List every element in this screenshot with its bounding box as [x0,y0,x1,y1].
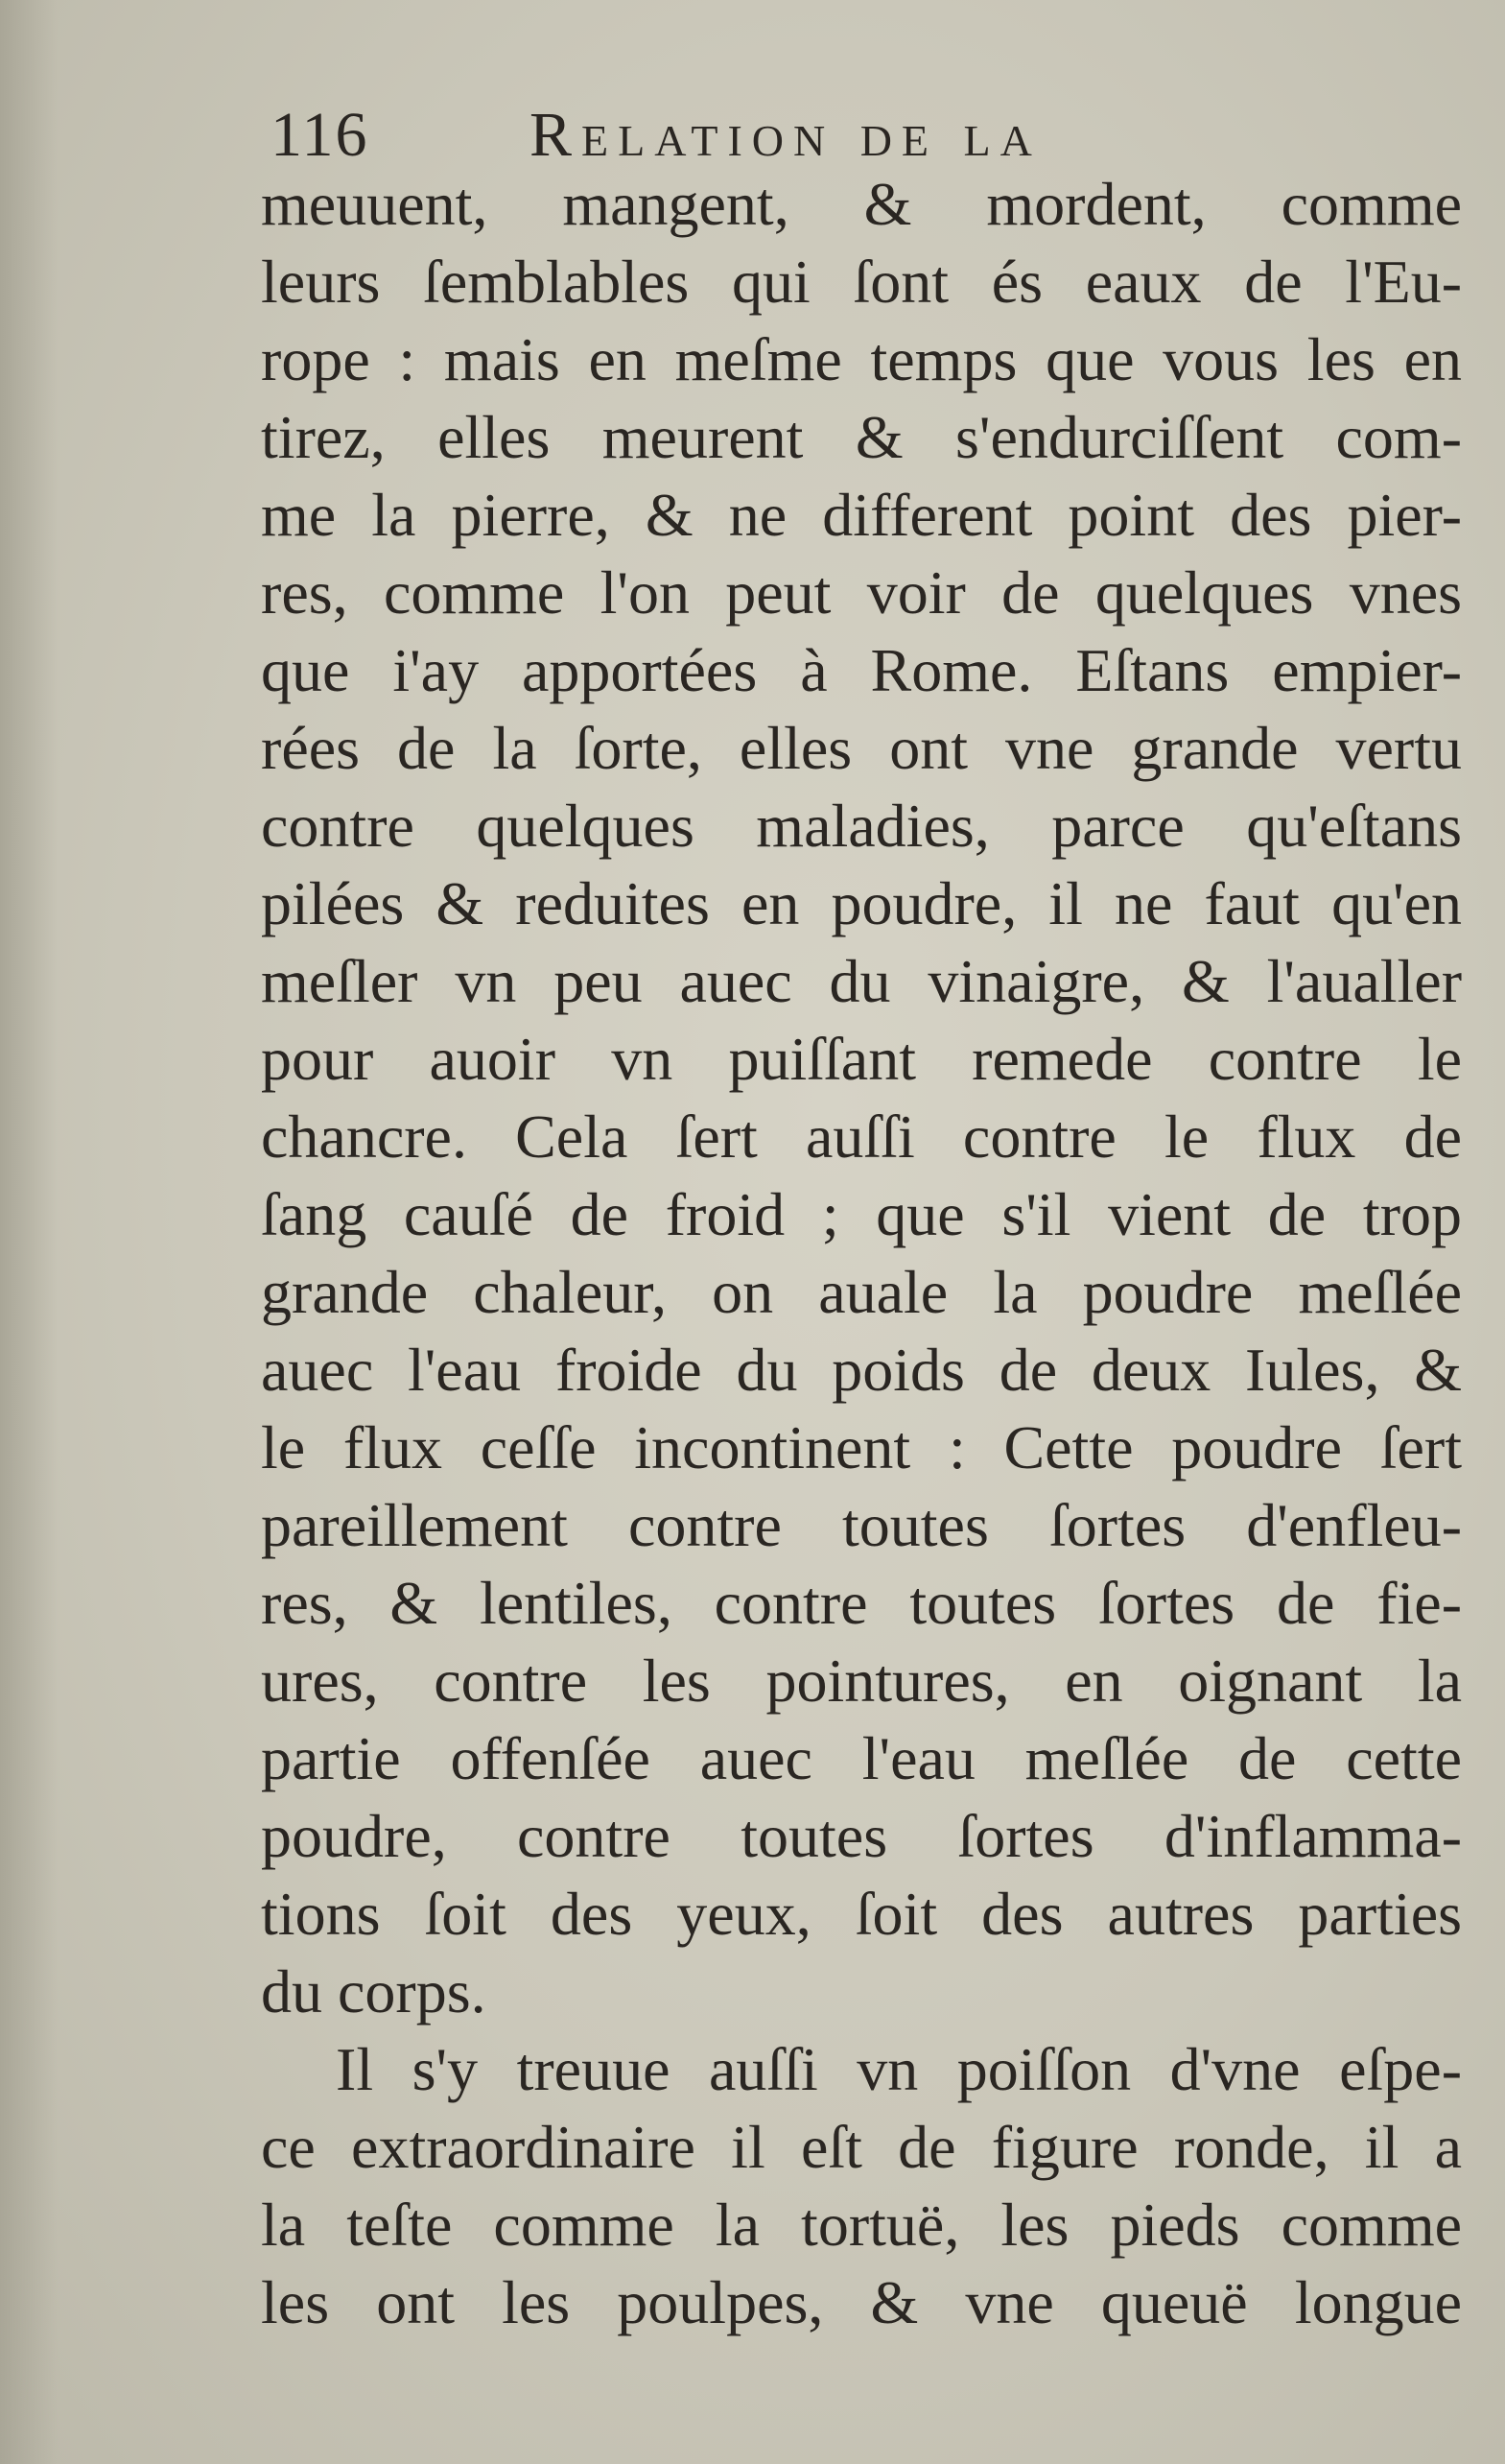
text-line: tions ſoit des yeux, ſoit des autres parties [261,1880,1462,1948]
text-line: ſang cauſé de froid ; que s'il vient de trop [261,1180,1462,1248]
text-line: meuuent, mangent, & mordent, comme [261,170,1462,238]
text-line: tirez, elles meurent & s'endurciſſent com- [261,403,1462,471]
text-line: poudre, contre toutes ſortes d'inflamma- [261,1802,1462,1870]
text-line: meſler vn peu auec du vinaigre, & l'aualler [261,947,1462,1015]
text-line-paragraph-end: du corps. [261,1957,486,2026]
text-line: pilées & reduites en poudre, il ne faut qu'en [261,869,1462,937]
text-line: contre quelques maladies, parce qu'eſtans [261,792,1462,860]
text-line: rope : mais en meſme temps que vous les en [261,325,1462,393]
text-line: que i'ay apportées à Rome. Eſtans empier- [261,636,1462,704]
text-line: ures, contre les pointures, en oignant la [261,1647,1462,1715]
text-line: leurs ſemblables qui ſont és eaux de l'Eu- [261,248,1462,316]
text-block [261,165,1462,2336]
text-line: la teſte comme la tortuë, les pieds comme [261,2191,1462,2259]
text-line: pour auoir vn puiſſant remede contre le [261,1025,1462,1093]
text-line-paragraph-start: Il s'y treuue auſſi vn poiſſon d'vne eſpe- [336,2035,1462,2103]
page-number: 116 [270,100,369,170]
running-title: Relation de la [529,100,1042,170]
text-line: res, & lentiles, contre toutes ſortes de fie- [261,1569,1462,1637]
text-line: res, comme l'on peut voir de quelques vnes [261,558,1462,627]
text-line: pareillement contre toutes ſortes d'enfleu- [261,1491,1462,1559]
text-line: rées de la ſorte, elles ont vne grande vertu [261,714,1462,782]
text-line: ce extraordinaire il eſt de figure ronde, il a [261,2113,1462,2181]
text-line: me la pierre, & ne different point des pier- [261,481,1462,549]
text-line: grande chaleur, on auale la poudre meſlée [261,1258,1462,1326]
text-line: partie offenſée auec l'eau meſlée de cette [261,1724,1462,1792]
text-line: auec l'eau froide du poids de deux Iules, & [261,1336,1462,1404]
page-gutter-shadow [0,0,58,2464]
text-line: le flux ceſſe incontinent : Cette poudre ſert [261,1413,1462,1481]
text-line: les ont les poulpes, & vne queuë longue [261,2268,1462,2336]
text-line: chancre. Cela ſert auſſi contre le flux de [261,1102,1462,1171]
